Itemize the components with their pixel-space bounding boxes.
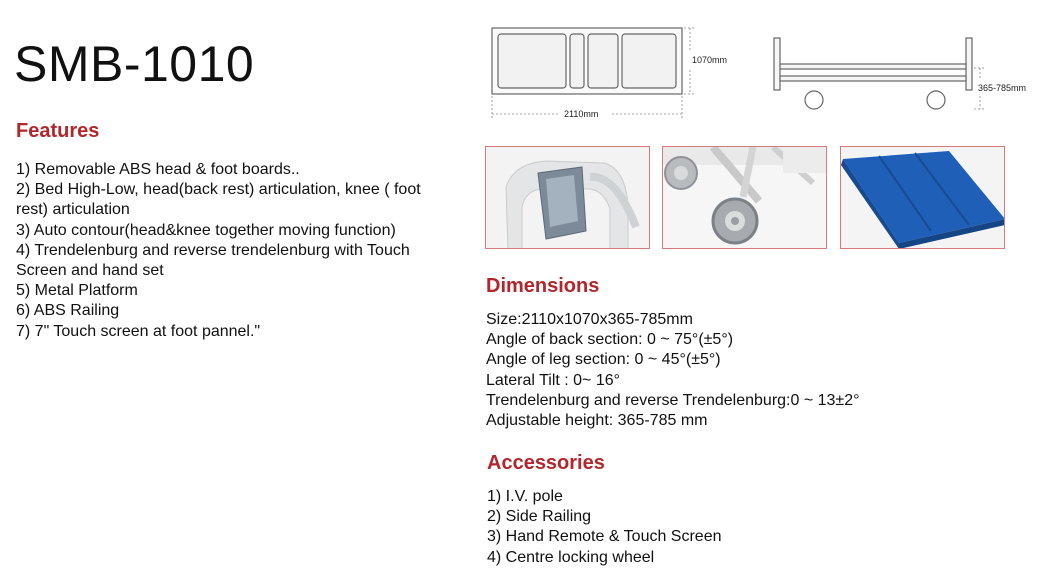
feature-item: 1) Removable ABS head & foot boards.. <box>16 161 300 178</box>
bed-front-dimension-diagram <box>482 20 747 126</box>
accessory-item: 1) I.V. pole <box>487 488 563 505</box>
feature-item: 3) Auto contour(head&knee together moving function) <box>16 221 396 239</box>
feature-item: 4) Trendelenburg and reverse trendelenburg with Touch Screen and hand set <box>16 241 410 280</box>
accessory-item: 4) Centre locking wheel <box>487 548 655 566</box>
feature-item: 2) Bed High-Low, head(back rest) articulation, knee ( foot rest) articulation <box>16 181 421 219</box>
feature-item: 6) ABS Railing <box>16 302 120 320</box>
accessory-item: 2) Side Railing <box>487 508 592 526</box>
features-list <box>16 160 436 342</box>
dimension-item: Adjustable height: 365-785 mm <box>486 412 708 430</box>
dimensions-heading: Dimensions <box>486 275 600 297</box>
bed-side-dimension-diagram <box>770 30 1038 116</box>
front-height-label: 1070mm <box>692 55 728 65</box>
dimension-item: Trendelenburg and reverse Trendelenburg:0 ~ 13±2° <box>486 391 860 409</box>
feature-item: 7) 7" Touch screen at foot pannel." <box>16 322 261 340</box>
feature-item: 5) Metal Platform <box>16 282 138 300</box>
caster-wheel-photo <box>662 146 827 249</box>
dimension-item: Angle of back section: 0 ~ 75°(±5°) <box>486 331 734 349</box>
blue-mattress-photo <box>840 146 1005 249</box>
accessories-heading: Accessories <box>487 452 605 474</box>
dimension-item: Lateral Tilt : 0~ 16° <box>486 371 621 389</box>
accessories-list <box>487 487 722 568</box>
dimension-item: Angle of leg section: 0 ~ 45°(±5°) <box>486 351 721 369</box>
headboard-detail-photo <box>485 146 650 249</box>
product-title: SMB-1010 <box>14 36 255 92</box>
front-length-label: 2110mm <box>564 109 599 119</box>
dimensions-list <box>486 310 860 431</box>
features-heading: Features <box>16 120 100 142</box>
dimension-item: Size:2110x1070x365-785mm <box>486 311 693 328</box>
accessory-item: 3) Hand Remote & Touch Screen <box>487 528 722 546</box>
side-height-label: 365-785mm <box>978 83 1027 93</box>
